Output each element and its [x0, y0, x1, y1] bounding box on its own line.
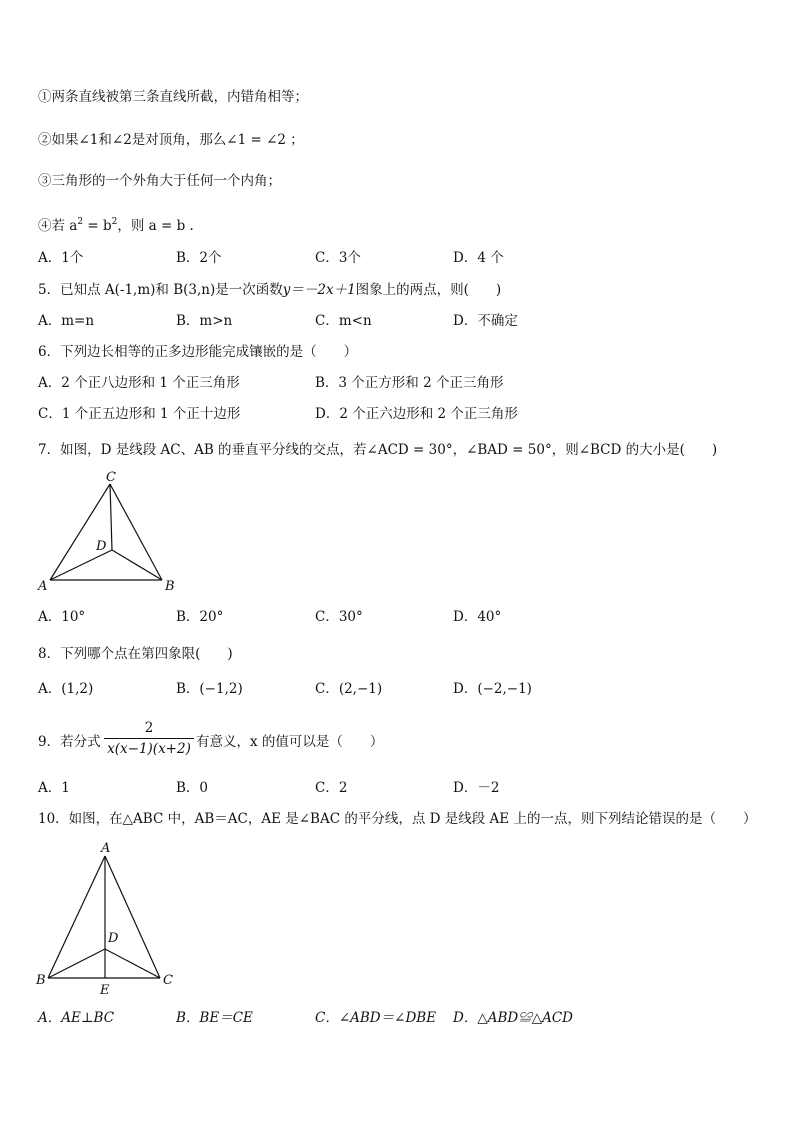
- q7-option-c[interactable]: C．30°: [315, 609, 363, 625]
- q5-stem: [38, 281, 501, 299]
- q5-stem-end: 图象上的两点，则( ): [355, 282, 502, 298]
- q7-segment-cb: [110, 484, 162, 580]
- q9-numerator: 2: [144, 720, 154, 736]
- q5-stem-text: 5．已知点 A(-1,m)和 B(3,n)是一次函数: [38, 282, 283, 298]
- q9-option-d[interactable]: D．－2: [453, 780, 500, 796]
- q5-option-b[interactable]: B．m>n: [176, 313, 233, 329]
- q8-option-d[interactable]: D．(−2,−1): [453, 681, 532, 697]
- statement-4-suffix: ，则 a = b .: [117, 218, 194, 234]
- q6-option-b[interactable]: B．3 个正方形和 2 个正三角形: [315, 375, 504, 391]
- q8-option-a[interactable]: A．(1,2): [38, 681, 94, 697]
- q7-label-c: C: [106, 470, 116, 485]
- q10-segment-cd: [105, 949, 160, 978]
- q7-option-d[interactable]: D．40°: [453, 609, 502, 625]
- q6-option-c[interactable]: C．1 个正五边形和 1 个正十边形: [38, 406, 241, 422]
- q5-option-a[interactable]: A．m=n: [38, 313, 95, 329]
- q9-fraction: [104, 720, 194, 758]
- q10-segment-ac: [105, 856, 160, 978]
- q10-label-b: B: [36, 973, 46, 988]
- q7-label-d: D: [96, 539, 107, 554]
- q4-option-b[interactable]: B．2个: [176, 250, 222, 266]
- q10-stem: 10．如图，在△ABC 中，AB＝AC，AE 是∠BAC 的平分线，点 D 是线段 AE 上的一点，则下列结论错误的是（ ）: [38, 811, 757, 827]
- q10-option-d[interactable]: D．△ABD≌△ACD: [453, 1010, 573, 1026]
- q5-option-d[interactable]: D．不确定: [453, 313, 518, 329]
- q9-suffix: 有意义，x 的值可以是（ ）: [196, 734, 384, 750]
- q4-option-a[interactable]: A．1个: [38, 250, 84, 266]
- statement-1: ①两条直线被第三条直线所截，内错角相等；: [38, 89, 308, 105]
- q10-label-d: D: [108, 931, 119, 946]
- q9-option-b[interactable]: B．0: [176, 780, 209, 796]
- q9-prefix: 9．若分式: [38, 734, 101, 750]
- q7-segment-cd: [110, 484, 112, 550]
- q5-function: y＝－2x＋1: [282, 282, 356, 298]
- q10-segment-bd: [48, 949, 105, 978]
- statement-4: [38, 213, 194, 235]
- q10-label-e: E: [100, 983, 110, 998]
- q10-option-c[interactable]: C．∠ABD＝∠DBE: [315, 1010, 437, 1026]
- q9-option-c[interactable]: C．2: [315, 780, 348, 796]
- q8-option-c[interactable]: C．(2,−1): [315, 681, 383, 697]
- q7-label-b: B: [165, 579, 175, 594]
- q10-segment-ab: [48, 856, 105, 978]
- q7-triangle-figure: [30, 470, 190, 600]
- q7-label-a: A: [38, 579, 48, 594]
- statement-4-mid: = b: [83, 218, 112, 234]
- q7-option-a[interactable]: A．10°: [38, 609, 86, 625]
- statement-4-prefix: ④若 a: [38, 218, 78, 234]
- q4-option-d[interactable]: D．4 个: [453, 250, 504, 266]
- statement-4-exp-a: 2: [77, 217, 84, 227]
- q10-option-a[interactable]: A．AE⊥BC: [38, 1010, 115, 1026]
- statement-2: ②如果∠1和∠2是对顶角，那么∠1 = ∠2 ；: [38, 132, 304, 148]
- q9-denominator: x(x−1)(x+2): [107, 741, 191, 757]
- q4-option-c[interactable]: C．3个: [315, 250, 361, 266]
- statement-3: ③三角形的一个外角大于任何一个内角；: [38, 173, 281, 189]
- statement-4-exp-b: 2: [111, 217, 118, 227]
- q10-label-a: A: [101, 841, 111, 856]
- q10-triangle-figure: [30, 838, 190, 998]
- q9-option-a[interactable]: A．1: [38, 780, 70, 796]
- q10-label-c: C: [163, 973, 173, 988]
- q7-stem: 7．如图，D 是线段 AC、AB 的垂直平分线的交点，若∠ACD = 30°，∠BAD = 50°，则∠BCD 的大小是( ): [38, 442, 718, 458]
- q5-option-c[interactable]: C．m<n: [315, 313, 372, 329]
- q6-option-a[interactable]: A．2 个正八边形和 1 个正三角形: [38, 375, 240, 391]
- q10-option-b[interactable]: B．BE＝CE: [176, 1010, 253, 1026]
- q6-stem: 6．下列边长相等的正多边形能完成镶嵌的是（ ）: [38, 344, 358, 360]
- q8-stem: 8．下列哪个点在第四象限( ): [38, 646, 233, 662]
- q9-fraction-bar: [104, 738, 194, 739]
- q8-option-b[interactable]: B．(−1,2): [176, 681, 243, 697]
- q7-option-b[interactable]: B．20°: [176, 609, 224, 625]
- q6-option-d[interactable]: D．2 个正六边形和 2 个正三角形: [315, 406, 518, 422]
